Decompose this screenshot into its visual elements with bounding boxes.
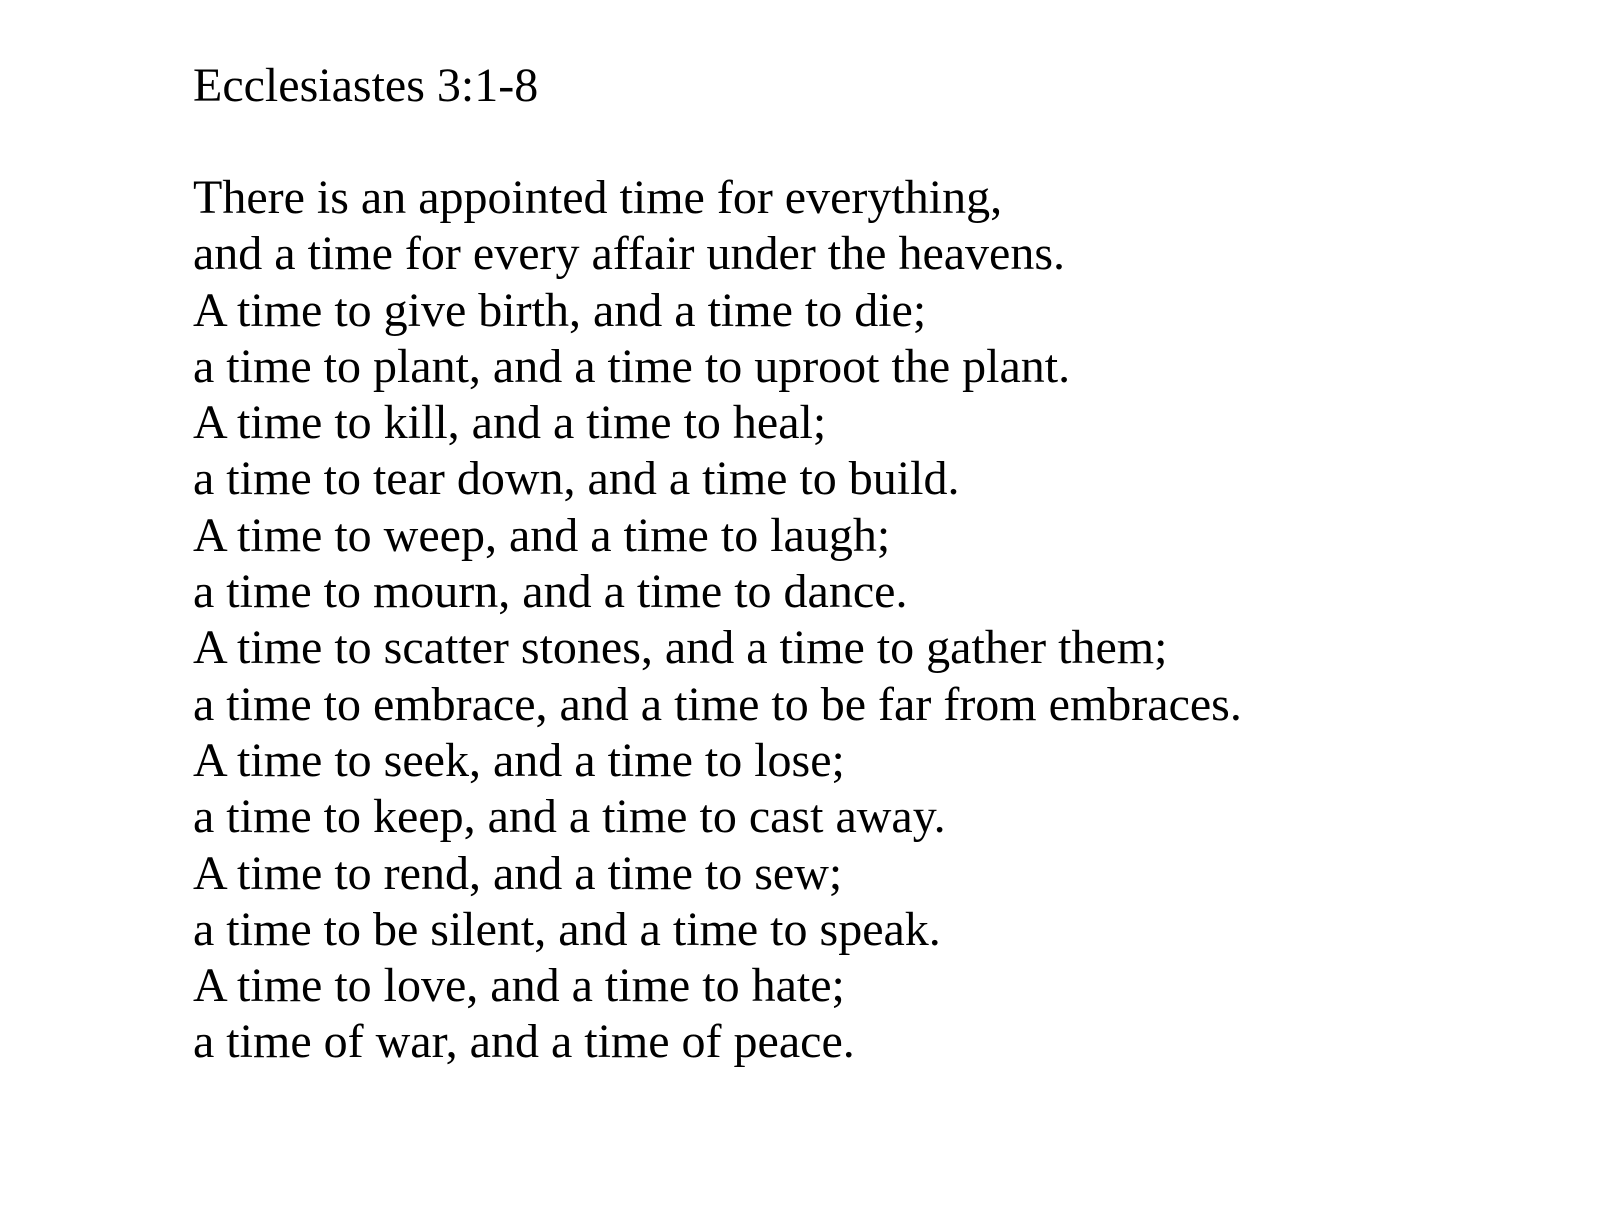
verse-line: a time to tear down, and a time to build. bbox=[193, 452, 960, 506]
verse-line: a time of war, and a time of peace. bbox=[193, 1015, 855, 1069]
verse-line: a time to be silent, and a time to speak. bbox=[193, 902, 941, 956]
verse-line: and a time for every affair under the heavens. bbox=[193, 227, 1066, 281]
verse-line: a time to embrace, and a time to be far from embraces. bbox=[193, 677, 1242, 731]
passage-title: Ecclesiastes 3:1-8 bbox=[193, 59, 539, 112]
verse-line: A time to give birth, and a time to die; bbox=[193, 283, 927, 337]
verse-line: A time to love, and a time to hate; bbox=[193, 959, 845, 1013]
verse-line: A time to rend, and a time to sew; bbox=[193, 846, 843, 900]
verse-line: a time to plant, and a time to uproot the plant. bbox=[193, 339, 1071, 393]
verse-line: A time to kill, and a time to heal; bbox=[193, 396, 827, 450]
verse-line: a time to keep, and a time to cast away. bbox=[193, 790, 946, 844]
verse-line: A time to weep, and a time to laugh; bbox=[193, 508, 891, 562]
verse-line: A time to scatter stones, and a time to gather them; bbox=[193, 621, 1168, 675]
verse-line: There is an appointed time for everything, bbox=[193, 171, 1003, 224]
verse-line: a time to mourn, and a time to dance. bbox=[193, 565, 908, 619]
verse-line: A time to seek, and a time to lose; bbox=[193, 733, 845, 787]
passage-text bbox=[193, 170, 1242, 1071]
